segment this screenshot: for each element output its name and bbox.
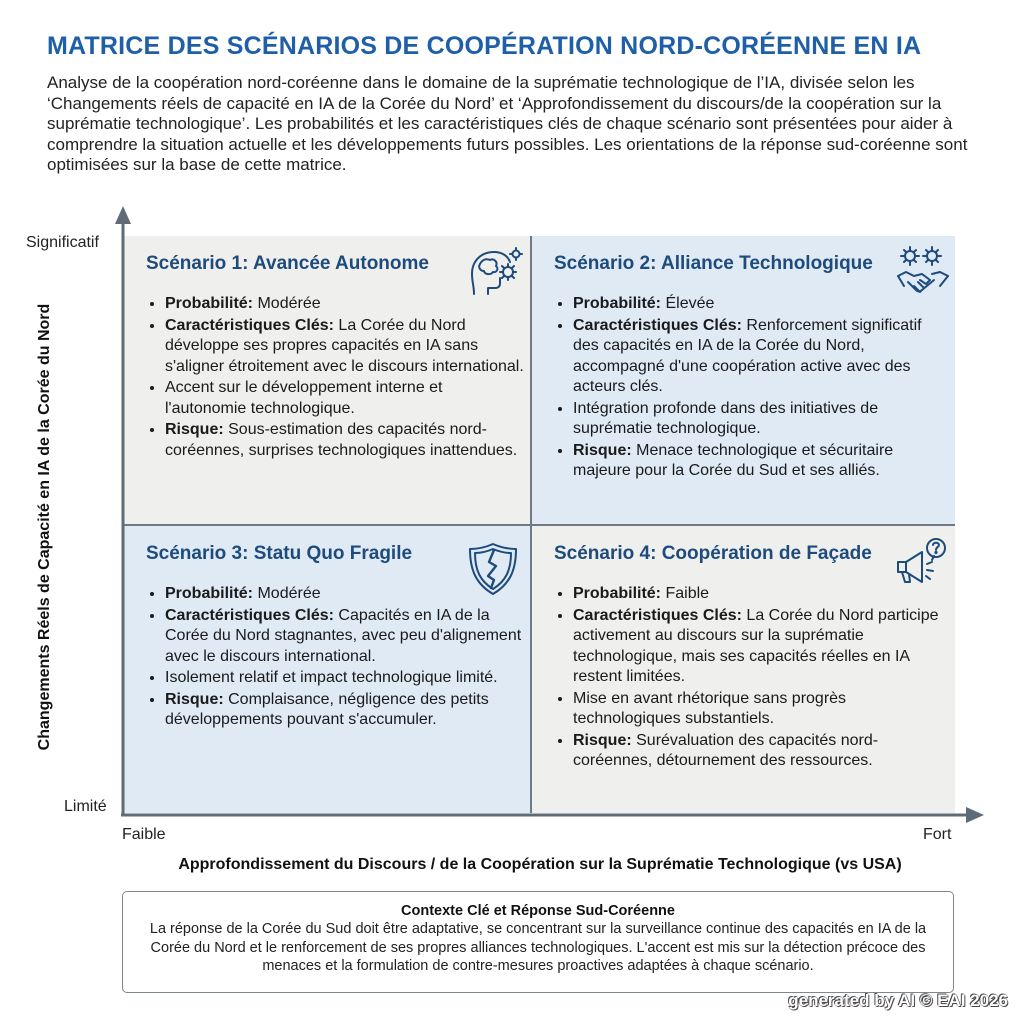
quadrant-scenario-3 [124,526,531,813]
list-item: • Intégration profonde dans des initiatives de suprématie technologique. [573,399,945,440]
list-item: • Probabilité: Élevée [573,294,945,315]
scenario-3-bullets [148,584,525,732]
list-item: • Isolement relatif et impact technologique limité. [165,668,525,689]
matrix-horizontal-divider [124,524,955,526]
list-item: • Risque: Menace technologique et sécuritaire majeure pour la Corée du Sud et ses alliés. [573,441,945,482]
scenario-4-bullets [556,584,945,773]
list-item: • Risque: Sous-estimation des capacités nord-coréennes, surprises technologiques inattendues. [165,420,525,461]
brain-gears-icon [466,242,524,300]
y-axis-title: Changements Réels de Capacité en IA de la Corée du Nord [36,303,53,751]
y-axis-high-label: Significatif [26,234,99,251]
x-axis-low-label: Faible [122,826,166,843]
list-item: • Accent sur le développement interne et l'autonomie technologique. [165,378,525,419]
list-item: • Risque: Complaisance, négligence des petits développements pouvant s'accumuler. [165,690,525,731]
handshake-gears-icon [894,242,952,300]
context-body: La réponse de la Corée du Sud doit être adaptative, se concentrant sur la surveillance continue des capacités en IA de la Corée du Nord et le renforcement de ses propres alliances technologiques. L'accent est mis sur la détection précoce des menaces et la formulation de contre-mesures proactives adaptées à chaque scénario. [149,921,927,974]
quadrant-scenario-2 [532,236,955,525]
list-item: • Caractéristiques Clés: Capacités en IA de la Corée du Nord stagnantes, avec peu d'alignement avec le discours international. [165,606,525,668]
scenario-4-title: Scénario 4: Coopération de Façade [554,543,872,564]
x-axis-arrowhead [966,807,984,823]
context-title: Contexte Clé et Réponse Sud-Coréenne [401,903,675,919]
quadrant-scenario-4 [532,526,955,813]
y-axis-arrowhead [115,206,131,224]
quadrant-scenario-1 [124,236,531,525]
scenario-2-title: Scénario 2: Alliance Technologique [554,253,873,274]
list-item: • Risque: Surévaluation des capacités nord-coréennes, détournement des ressources. [573,731,945,772]
list-item: • Probabilité: Modérée [165,584,525,605]
list-item: • Caractéristiques Clés: La Corée du Nord participe activement au discours sur la suprématie technologique, mais ses capacités réelles en IA restent limitées. [573,606,945,688]
watermark: generated by AI © EAI 2026 [788,991,1008,1010]
x-axis-high-label: Fort [923,826,952,843]
list-item: • Probabilité: Faible [573,584,945,605]
intro-paragraph: Analyse de la coopération nord-coréenne dans le domaine de la suprématie technologique de l’IA, divisée selon les ‘Changements réels de capacité en IA de la Corée du Nord’ et ‘Approfondissement du discours/de la coopération sur la suprématie technologique’. Les probabilités et les caractéristiques clés de chaque scénario sont présentées pour aider à comprendre la situation actuelle et les développements futurs possibles. Les orientations de la réponse sud-coréenne sont optimisées sur la base de cette matrice. [47,73,968,174]
y-axis-low-label: Limité [64,798,107,815]
scenario-1-bullets [148,294,525,462]
scenario-3-title: Scénario 3: Statu Quo Fragile [146,543,413,564]
scenario-2-bullets [556,294,945,483]
list-item: • Caractéristiques Clés: La Corée du Nord développe ses propres capacités en IA sans s'aligner étroitement avec le discours international. [165,316,525,378]
page-title: MATRICE DES SCÉNARIOS DE COOPÉRATION NORD-CORÉENNE EN IA [47,32,922,60]
list-item: • Mise en avant rhétorique sans progrès technologiques substantiels. [573,689,945,730]
x-axis-title: Approfondissement du Discours / de la Coopération sur la Suprématie Technologique (vs USA) [178,856,902,873]
list-item: • Probabilité: Modérée [165,294,525,315]
list-item: • Caractéristiques Clés: Renforcement significatif des capacités en IA de la Corée du Nord, accompagné d'une coopération active avec des acteurs clés. [573,316,945,398]
context-box [122,891,954,993]
scenario-1-title: Scénario 1: Avancée Autonome [146,253,429,274]
